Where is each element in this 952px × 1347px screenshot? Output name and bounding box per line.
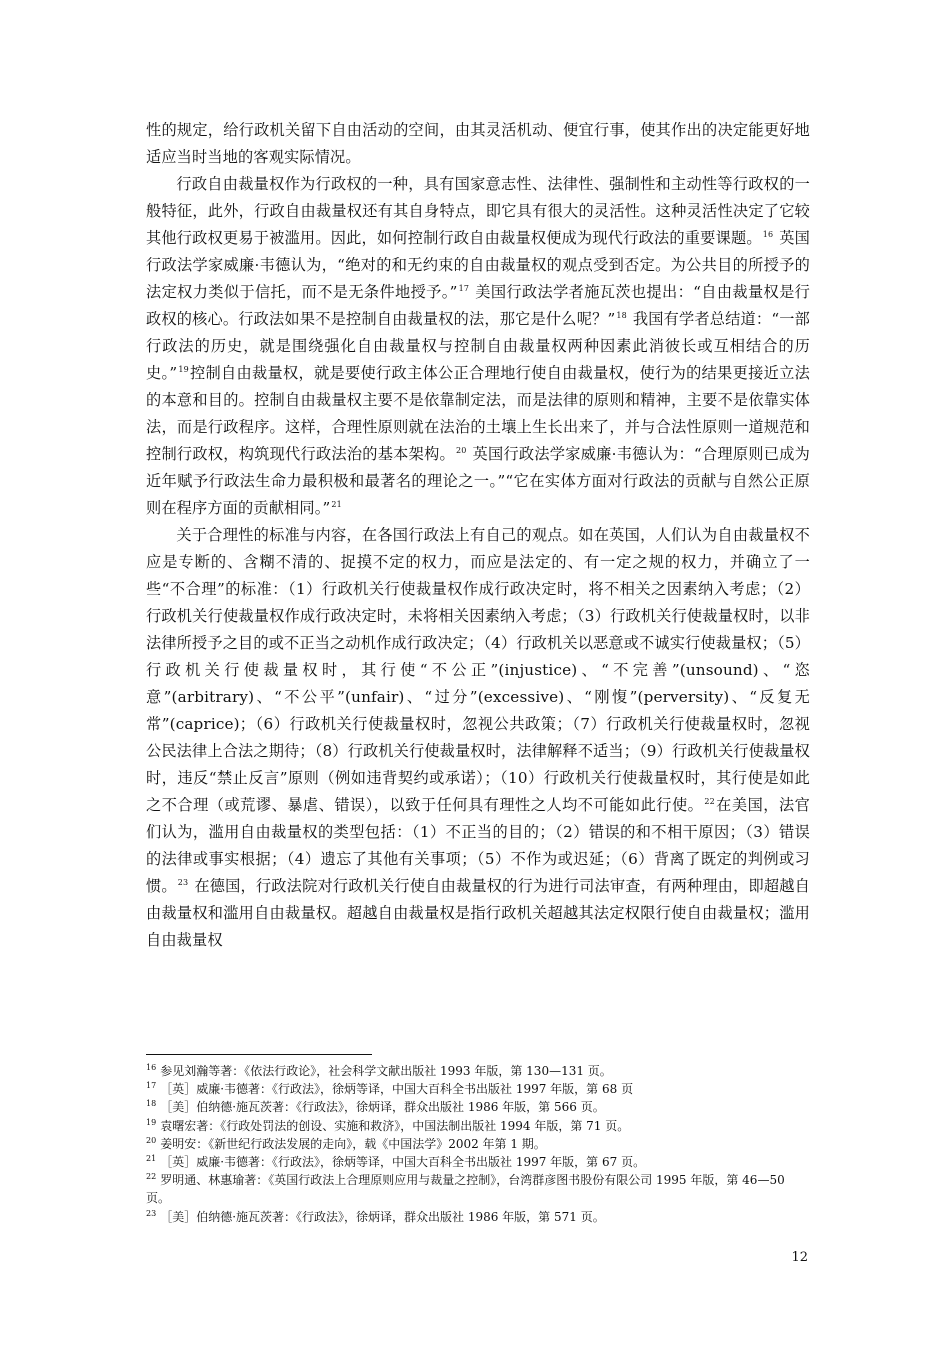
footnote-text: ［英］威廉·韦德著：《行政法》，徐炳等译，中国大百科全书出版社 1997 年版，第 68 页 bbox=[160, 1082, 634, 1097]
footnote-23 bbox=[146, 1208, 810, 1226]
footnote-ref-19[interactable]: 19 bbox=[178, 364, 189, 374]
paragraph-2 bbox=[146, 171, 810, 522]
text-segment: 控制自由裁量权，就是要使行政主体公正合理地行使自由裁量权，使行为的结果更接近立法的本意和目的。控制自由裁量权主要不是依靠制定法，而是法律的原则和精神，主要不是依靠实体法，而是行政程序。这样，合理性原则就在法治的土壤上生长出来了，并与合法性原则一道规范和控制行政权，构筑现代行政法治的基本架构。 bbox=[146, 364, 810, 463]
text-segment: 在德国，行政法院对行政机关行使自由裁量权的行为进行司法审查，有两种理由，即超越自由裁量权和滥用自由裁量权。超越自由裁量权是指行政机关超越其法定权限行使自由裁量权；滥用自由裁量权 bbox=[146, 877, 810, 949]
body-text bbox=[146, 117, 810, 954]
footnote-ref-20[interactable]: 20 bbox=[455, 445, 467, 455]
footnote-text: ［美］伯纳德·施瓦茨著：《行政法》，徐炳译，群众出版社 1986 年版，第 571 页。 bbox=[160, 1209, 605, 1224]
text-segment: 关于合理性的标准与内容，在各国行政法上有自己的观点。如在英国，人们认为自由裁量权不应是专断的、含糊不清的、捉摸不定的权力，而应是法定的、有一定之规的权力，并确立了一些“不合理”的标准：（1）行政机关行使裁量权作成行政决定时，将不相关之因素纳入考虑；（2）行政机关行使裁量权作成行政决定时，未将相关因素纳入考虑；（3）行政机关行使裁量权时，以非法律所授予之目的或不正当之动机作成行政决定；（4）行政机关以恶意或不诚实行使裁量权；（5）行政机关行使裁量权时，其行使“不公正”(injustice)、“不完善”(unsound)、“恣意”(arbitrary)、“不公平”(unfair)、“过分”(excessive)、“刚愎”(perversity)、“反复无常”(caprice)；（6）行政机关行使裁量权时，忽视公共政策；（7）行政机关行使裁量权时，忽视公民法律上合法之期待；（8）行政机关行使裁量权时，法律解释不适当；（9）行政机关行使裁量权时，违反“禁止反言”原则（例如违背契约或承诺）；（10）行政机关行使裁量权时，其行使是如此之不合理（或荒谬、暴虐、错误），以致于任何具有理性之人均不可能如此行使。 bbox=[146, 526, 810, 814]
footnote-text: ［美］伯纳德·施瓦茨著：《行政法》，徐炳译，群众出版社 1986 年版，第 566 页。 bbox=[160, 1100, 605, 1115]
footnote-19 bbox=[146, 1117, 810, 1135]
footnote-21 bbox=[146, 1153, 810, 1171]
footnote-number: 21 bbox=[146, 1154, 157, 1164]
footnote-number: 20 bbox=[146, 1135, 157, 1145]
footnote-18 bbox=[146, 1098, 810, 1116]
footnote-text: 姜明安：《新世纪行政法发展的走向》，载《中国法学》2002 年第 1 期。 bbox=[160, 1136, 546, 1151]
footnote-number: 18 bbox=[146, 1099, 157, 1109]
paragraph-3 bbox=[146, 522, 810, 954]
footnote-number: 23 bbox=[146, 1208, 157, 1218]
text-segment: 英国行政法学家威廉·韦德认为：“合理原则已成为近年赋予行政法生命力最积极和最著名的理论之一。”“它在实体方面对行政法的贡献与自然公正原则在程序方面的贡献相同。” bbox=[146, 445, 810, 517]
paragraph-1 bbox=[146, 117, 810, 171]
footnotes bbox=[146, 1062, 810, 1226]
footnote-ref-18[interactable]: 18 bbox=[616, 310, 627, 320]
footnote-number: 16 bbox=[146, 1063, 157, 1072]
footnote-ref-23[interactable]: 23 bbox=[177, 877, 189, 887]
footnote-separator bbox=[146, 1054, 372, 1055]
footnote-text: 罗明通、林惠瑜著：《英国行政法上合理原则应用与裁量之控制》，台湾群彦图书股份有限公司 1995 年版，第 46—50 页。 bbox=[146, 1173, 785, 1206]
footnote-text: 袁曙宏著：《行政处罚法的创设、实施和救济》，中国法制出版社 1994 年版，第 71 页。 bbox=[160, 1118, 630, 1133]
footnote-17 bbox=[146, 1080, 810, 1098]
footnote-number: 17 bbox=[146, 1081, 157, 1091]
footnote-22 bbox=[146, 1171, 810, 1207]
page-number: 12 bbox=[791, 1250, 808, 1265]
text-segment: 在美国，法官们认为，滥用自由裁量权的类型包括：（1）不正当的目的；（2）错误的和不相干原因；（3）错误的法律或事实根据；（4）遗忘了其他有关事项；（5）不作为或迟延；（6）背离了既定的判例或习惯。 bbox=[146, 796, 810, 895]
footnote-ref-17[interactable]: 17 bbox=[458, 283, 470, 293]
footnote-20 bbox=[146, 1135, 810, 1153]
footnote-ref-16[interactable]: 16 bbox=[762, 229, 774, 239]
footnote-text: ［英］威廉·韦德著：《行政法》，徐炳等译，中国大百科全书出版社 1997 年版，第 67 页。 bbox=[160, 1155, 646, 1170]
text-segment: 英国行政法学家威廉·韦德认为，“绝对的和无约束的自由裁量权的观点受到否定。为公共目的所授予的法定权力类似于信托，而不是无条件地授予。” bbox=[146, 229, 810, 301]
footnote-number: 22 bbox=[146, 1172, 157, 1182]
footnote-number: 19 bbox=[146, 1117, 157, 1127]
footnote-16 bbox=[146, 1062, 810, 1080]
text-segment: 行政自由裁量权作为行政权的一种，具有国家意志性、法律性、强制性和主动性等行政权的一般特征，此外，行政自由裁量权还有其自身特点，即它具有很大的灵活性。这种灵活性决定了它较其他行政权更易于被滥用。因此，如何控制行政自由裁量权便成为现代行政法的重要课题。 bbox=[146, 175, 810, 247]
text-segment: 性的规定，给行政机关留下自由活动的空间，由其灵活机动、便宜行事，使其作出的决定能更好地适应当时当地的客观实际情况。 bbox=[146, 121, 810, 166]
text-segment: 我国有学者总结道：“一部行政法的历史，就是围绕强化自由裁量权与控制自由裁量权两种因素此消彼长或互相结合的历史。” bbox=[146, 310, 810, 382]
footnote-ref-22[interactable]: 22 bbox=[704, 796, 715, 806]
footnote-text: 参见刘瀚等著：《依法行政论》，社会科学文献出版社 1993 年版，第 130—131 页。 bbox=[160, 1064, 612, 1078]
footnote-ref-21[interactable]: 21 bbox=[331, 499, 342, 509]
text-segment: 美国行政法学者施瓦茨也提出：“自由裁量权是行政权的核心。行政法如果不是控制自由裁量权的法，那它是什么呢？” bbox=[146, 283, 810, 328]
